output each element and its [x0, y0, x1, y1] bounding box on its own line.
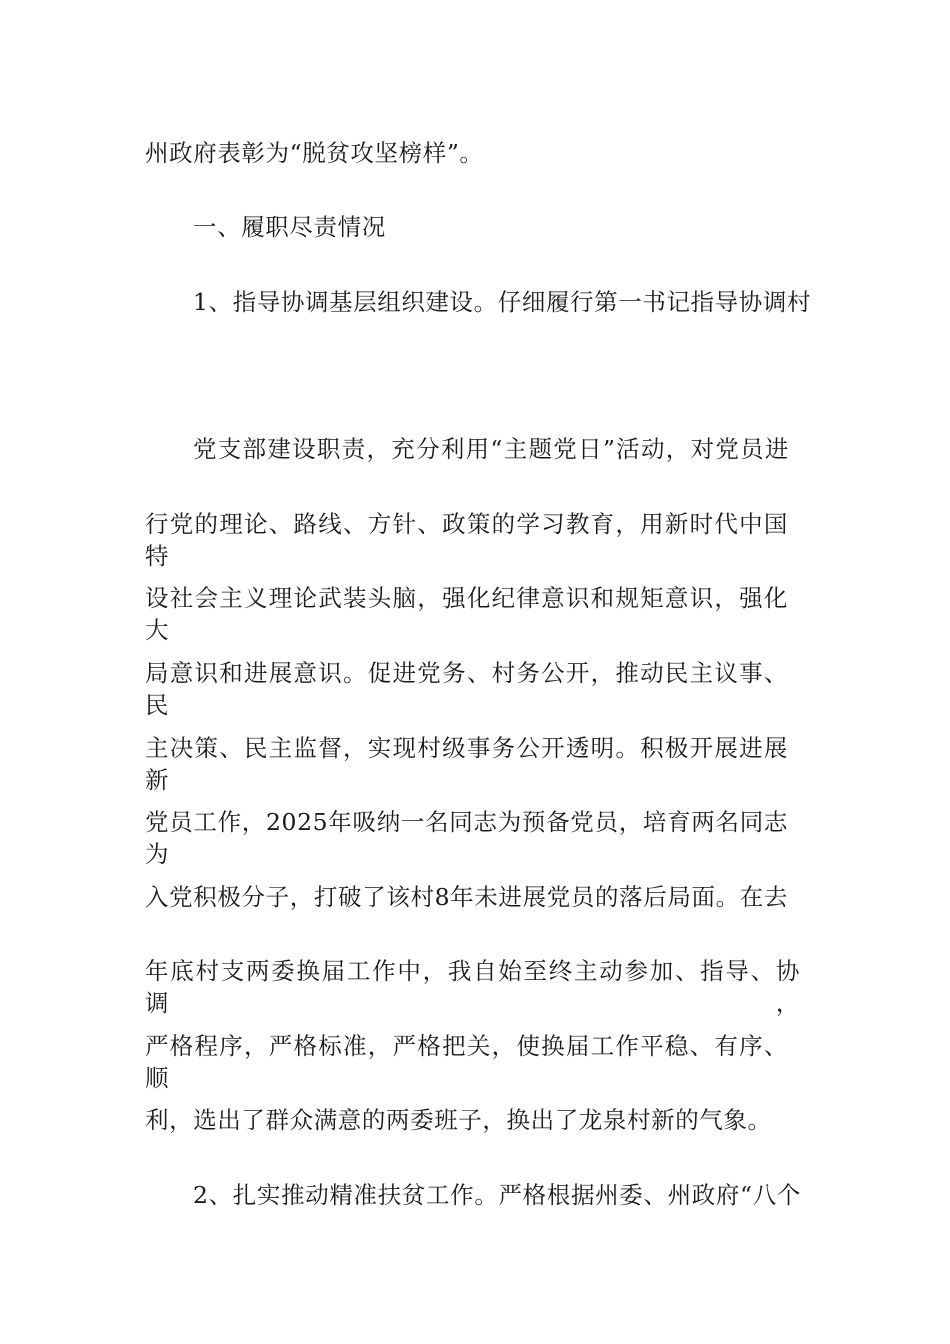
text-line-12: 严格程序，严格标准，严格把关，使换届工作平稳、有序、顺: [145, 1032, 788, 1092]
text-line-8: 主决策、民主监督，实现村级事务公开透明。积极开展进展新: [145, 734, 788, 794]
text-line-14: 2、扎实推动精准扶贫工作。严格根据州委、州政府“八个: [193, 1181, 801, 1209]
text-line-4: 党支部建设职责，充分利用“主题党日”活动，对党员进: [193, 435, 789, 463]
text-line-1: 州政府表彰为“脱贫攻坚榜样”。: [145, 139, 484, 167]
text-line-11: 年底村支两委换届工作中，我自始至终主动参加、指导、协调，: [145, 957, 800, 1017]
text-line-9: 党员工作，2025年吸纳一名同志为预备党员，培育两名同志为: [145, 808, 788, 868]
section-heading: 一、履职尽责情况: [193, 213, 386, 241]
text-line-13: 利，选出了群众满意的两委班子，换出了龙泉村新的气象。: [145, 1106, 772, 1134]
text-line-7: 局意识和进展意识。促进党务、村务公开，推动民主议事、民: [145, 659, 788, 719]
text-line-3: 1、指导协调基层组织建设。仔细履行第一书记指导协调村: [193, 288, 812, 316]
text-line-5: 行党的理论、路线、方针、政策的学习教育，用新时代中国特: [145, 510, 788, 570]
text-line-6: 设社会主义理论武装头脑，强化纪律意识和规矩意识，强化大: [145, 584, 788, 644]
text-line-10: 入党积极分子，打破了该村8年未进展党员的落后局面。在去: [145, 883, 788, 911]
